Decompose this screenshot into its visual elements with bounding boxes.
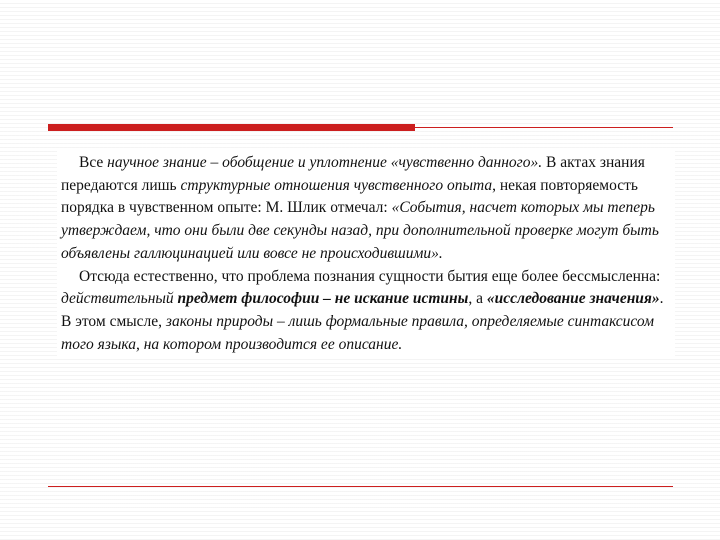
p2-text-f: . В этом смысле, [61,290,664,330]
p1-text-a: Все [79,154,108,171]
paragraph-2 [61,266,671,357]
p1-italic-b: научное знание – обобщение и уплотнение «чувственно данного». [107,154,543,171]
text-block [57,150,675,358]
p1-text-e: , некая повторяемость порядка в чувственном опыте: М. Шлик отмечал: [61,176,638,217]
p1-text-c: В актах знания передаются лишь [61,154,645,194]
top-thin-rule [415,127,673,128]
bottom-rule [48,486,673,487]
top-red-bar [48,124,415,131]
paragraph-1 [61,152,671,266]
p1-quote-f: «События, насчет которых мы теперь утверждаем, что они были две секунды назад, при дополнительной проверке могут быть объявлены галлюцинацией или вовсе не происходившими». [61,199,659,262]
p2-italic-b: действительный [61,290,178,308]
p2-bold-italic-e: «исследование значения» [486,290,660,308]
p1-italic-d: структурные отношения чувственного опыта [180,176,493,194]
p2-bold-italic-c: предмет философии – не искание истины [177,290,469,308]
p2-text-a: Отсюда естественно, что проблема познания сущности бытия еще более бессмысленна: [79,267,661,285]
p2-italic-g: законы природы – лишь формальные правила, определяемые синтаксисом того языка, на котором производится ее описание. [61,312,654,353]
p2-text-d: , а [468,290,487,308]
